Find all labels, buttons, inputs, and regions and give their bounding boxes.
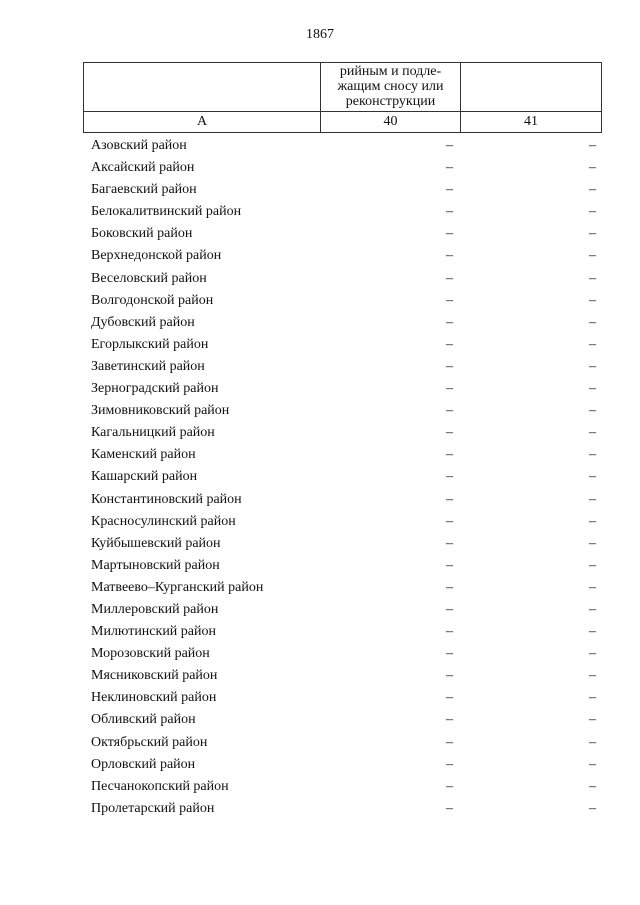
column-number-row [84,112,602,133]
row-value-41: – [589,756,596,772]
table-row [83,621,601,643]
row-value-41: – [589,557,596,573]
table-row [83,157,601,179]
row-value-40: – [446,358,453,374]
row-value-40: – [446,756,453,772]
table-row [83,245,601,267]
header-cell-41 [461,63,602,112]
table-row [83,179,601,201]
table-row [83,268,601,290]
row-name: Волгодонской район [91,292,214,308]
row-value-41: – [589,778,596,794]
table-row [83,687,601,709]
row-name: Азовский район [91,138,187,153]
row-value-41: – [589,579,596,595]
table-row [83,599,601,621]
row-name: Морозовский район [91,646,210,662]
row-value-41: – [589,800,596,816]
row-name: Песчанокопский район [91,778,229,794]
row-value-41: – [589,160,596,176]
row-name: Константиновский район [91,491,242,507]
table-row [83,798,601,820]
row-value-41: – [589,491,596,507]
table-row [83,555,601,577]
row-value-40: – [446,381,453,397]
row-value-40: – [446,690,453,706]
row-name: Куйбышевский район [91,535,221,551]
row-value-40: – [446,138,453,153]
row-value-40: – [446,601,453,617]
row-name: Зерноградский район [91,381,219,397]
table-row [83,533,601,555]
row-value-41: – [589,358,596,374]
row-name: Зимовниковский район [91,403,230,419]
row-value-40: – [446,469,453,485]
row-name: Верхнедонской район [91,248,222,264]
row-value-40: – [446,336,453,352]
table-row [83,709,601,731]
table-row [83,400,601,422]
row-value-41: – [589,248,596,264]
table-row [83,290,601,312]
row-value-40: – [446,734,453,750]
row-value-40: – [446,447,453,463]
table-row [83,577,601,599]
row-value-40: – [446,182,453,198]
row-value-40: – [446,292,453,308]
row-name: Каменский район [91,447,196,463]
row-value-40: – [446,425,453,441]
table-row [83,466,601,488]
table-row [83,444,601,466]
row-value-41: – [589,226,596,242]
row-value-40: – [446,160,453,176]
row-name: Дубовский район [91,314,195,330]
row-name: Неклиновский район [91,690,217,706]
row-value-41: – [589,469,596,485]
row-value-41: – [589,624,596,640]
row-name: Миллеровский район [91,601,219,617]
table-row [83,201,601,223]
row-value-41: – [589,513,596,529]
row-name: Милютинский район [91,624,217,640]
row-value-41: – [589,182,596,198]
row-value-40: – [446,668,453,684]
table-body [83,135,601,820]
row-name: Пролетарский район [91,800,215,816]
row-value-41: – [589,447,596,463]
row-name: Боковский район [91,226,193,242]
table-row [83,422,601,444]
row-value-41: – [589,712,596,728]
row-name: Матвеево–Курганский район [91,579,264,595]
row-value-40: – [446,248,453,264]
row-value-41: – [589,314,596,330]
header-row [84,63,602,112]
row-name: Белокалитвинский район [91,204,242,220]
row-name: Багаевский район [91,182,197,198]
row-value-40: – [446,624,453,640]
table-row [83,643,601,665]
table-row [83,334,601,356]
table-row [83,223,601,245]
table-row [83,356,601,378]
row-value-41: – [589,381,596,397]
row-value-41: – [589,646,596,662]
row-value-40: – [446,403,453,419]
row-value-41: – [589,403,596,419]
row-value-41: – [589,425,596,441]
row-value-40: – [446,778,453,794]
row-name: Веселовский район [91,270,207,286]
table-row [83,776,601,798]
row-name: Егорлыкский район [91,336,209,352]
table-row [83,665,601,687]
row-value-40: – [446,491,453,507]
row-value-40: – [446,226,453,242]
row-value-40: – [446,579,453,595]
row-value-40: – [446,712,453,728]
row-value-41: – [589,668,596,684]
row-value-41: – [589,292,596,308]
table-row [83,732,601,754]
column-label-40: 40 [321,112,461,133]
row-value-40: – [446,646,453,662]
row-name: Мартыновский район [91,557,220,573]
row-value-40: – [446,557,453,573]
header-cell-name [84,63,321,112]
row-value-41: – [589,601,596,617]
row-value-41: – [589,336,596,352]
row-value-40: – [446,314,453,330]
row-value-41: – [589,734,596,750]
table-row [83,135,601,157]
table-row [83,754,601,776]
row-name: Орловский район [91,756,196,772]
row-value-41: – [589,138,596,153]
column-label-41: 41 [461,112,602,133]
table-row [83,312,601,334]
row-name: Обливский район [91,712,196,728]
row-name: Кашарский район [91,469,198,485]
row-name: Октябрьский район [91,734,208,750]
row-value-40: – [446,204,453,220]
row-value-41: – [589,204,596,220]
header-cell-40: рийным и подле-жащим сносу или реконструкции [321,63,461,112]
row-value-40: – [446,535,453,551]
table-row [83,489,601,511]
row-name: Кагальницкий район [91,425,215,441]
row-value-40: – [446,270,453,286]
table-row [83,378,601,400]
row-value-40: – [446,513,453,529]
row-name: Мясниковский район [91,668,218,684]
row-name: Аксайский район [91,160,195,176]
table-header [83,62,602,133]
row-value-41: – [589,270,596,286]
row-value-41: – [589,690,596,706]
column-label-a: А [84,112,321,133]
row-value-41: – [589,535,596,551]
row-name: Заветинский район [91,358,205,374]
page-number: 1867 [306,27,334,42]
row-name: Красносулинский район [91,513,236,529]
table-row [83,511,601,533]
row-value-40: – [446,800,453,816]
